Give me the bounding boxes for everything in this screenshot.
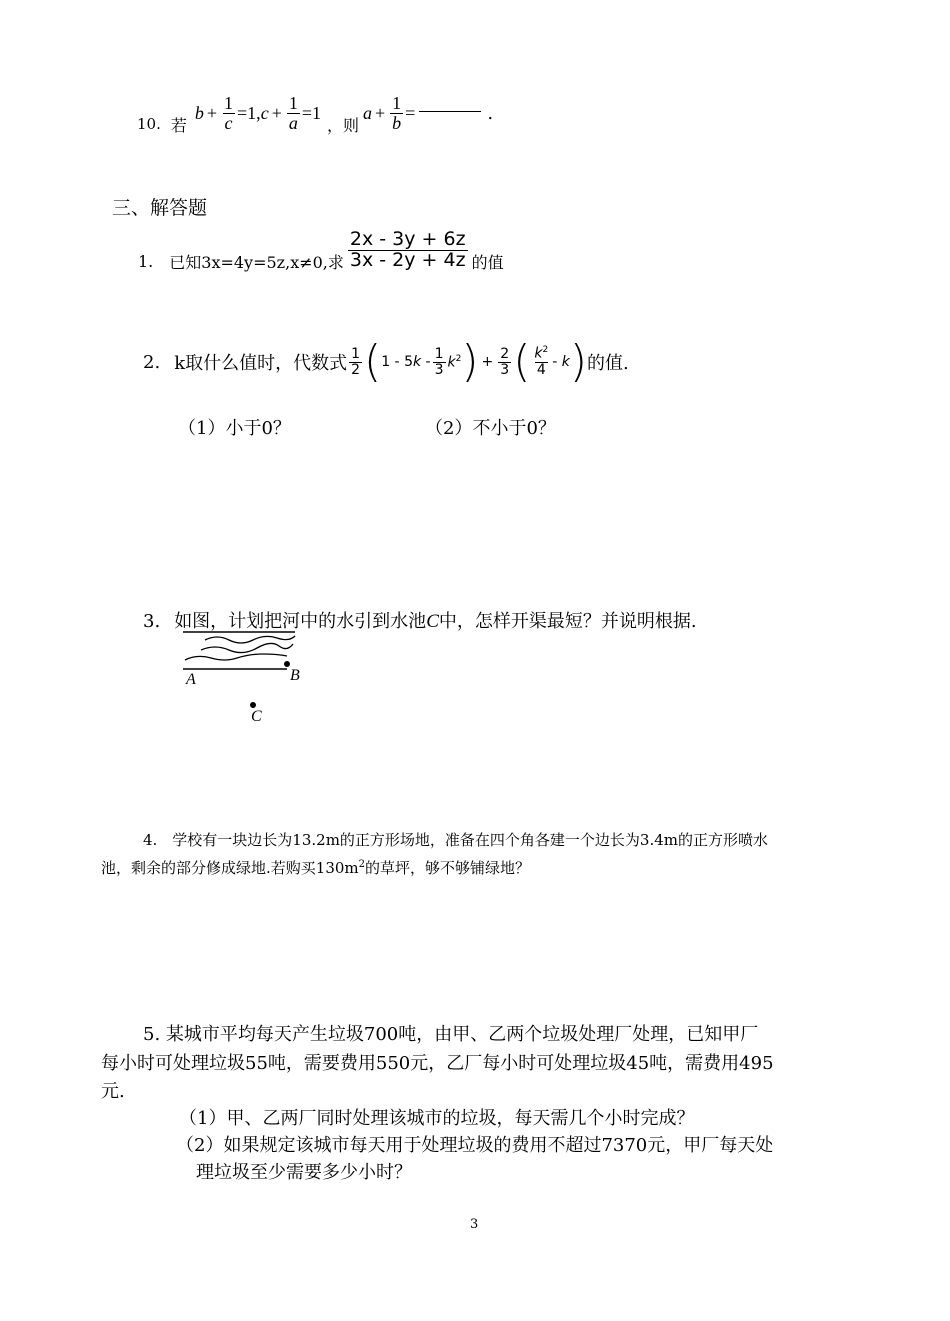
plus-sign: + <box>271 102 282 123</box>
fraction-numerator: 1 <box>392 92 402 113</box>
answer-blank <box>419 111 481 112</box>
expr-term: 1 - 5k - <box>381 354 431 370</box>
problem-5-line-1: 5. 某城市平均每天产生垃圾700吨，由甲、乙两个垃圾处理厂处理，已知甲厂 <box>143 1024 759 1045</box>
sub-question-2-line-1: （2）如果规定该城市每天用于处理垃圾的费用不超过7370元，甲厂每天处 <box>176 1135 774 1156</box>
page-number: 3 <box>470 1217 479 1232</box>
wave-line <box>201 643 293 652</box>
equation-rest: =1 <box>301 102 321 123</box>
expr-term: - k <box>552 354 570 370</box>
plus-sign: + <box>481 354 494 370</box>
var-c: c <box>260 102 269 123</box>
problem-tail: 的值. <box>587 353 629 374</box>
sub-question-1: （1）甲、乙两厂同时处理该城市的垃圾，每天需几个小时完成？ <box>179 1108 695 1129</box>
label-c: C <box>251 708 262 725</box>
problem-number: 3. <box>143 611 161 632</box>
right-paren: ) <box>569 336 588 387</box>
sub-question-2: （2）不小于0？ <box>425 418 556 439</box>
question-number: 10. <box>137 115 161 133</box>
problem-2 <box>143 330 629 394</box>
fraction-1-over-a <box>287 94 300 133</box>
left-paren: ( <box>513 336 531 387</box>
fraction-third: $\frac{1}{3}$ <box>434 345 444 378</box>
wave-line <box>185 654 287 660</box>
fraction-numerator: 1 <box>288 92 298 113</box>
equation-rest: = <box>405 102 416 123</box>
problem-text: 的草坪，够不够铺绿地？ <box>365 859 531 877</box>
problem-5-line-2: 每小时可处理垃圾55吨，需要费用550元，乙厂每小时可处理垃圾45吨，需费用495 <box>101 1053 774 1074</box>
problem-text: k取什么值时，代数式 <box>174 353 348 374</box>
plus-sign: + <box>206 102 218 123</box>
section-title: 三、解答题 <box>112 197 208 219</box>
problem-tail: 的值 <box>471 252 504 272</box>
fraction-denominator: a <box>288 112 298 133</box>
fraction-k2-over-4: $\frac{k^2}{4}$ <box>534 345 549 378</box>
question-lead: 若 <box>170 115 187 135</box>
algebraic-expression <box>347 336 588 387</box>
question-comma: ，则 <box>327 115 360 135</box>
problem-text: 如图，计划把河中的水引到水池 <box>174 611 427 632</box>
fraction-1-over-b <box>390 94 403 133</box>
ratio-fraction <box>348 227 468 271</box>
superscript: 2 <box>358 859 365 870</box>
var-c: C <box>426 611 439 632</box>
fraction-numerator: 2x - 3y + 6z <box>349 227 466 250</box>
question-end: . <box>487 102 494 124</box>
fraction-1-over-c <box>222 94 235 133</box>
problem-number: 1. <box>138 251 154 271</box>
fraction-denominator: 3x - 2y + 4z <box>349 248 466 271</box>
label-b: B <box>290 667 300 684</box>
problem-text: 池，剩余的部分修成绿地.若购买130m <box>101 859 359 877</box>
fraction-denominator: c <box>224 112 233 133</box>
question-10 <box>137 88 493 138</box>
problem-text: 中，怎样开渠最短？并说明根据. <box>438 611 697 632</box>
river-diagram <box>175 628 325 728</box>
var-a: a <box>363 102 373 123</box>
problem-5-line-3: 元. <box>101 1081 125 1102</box>
wave-line <box>205 636 295 643</box>
plus-sign: + <box>375 102 386 123</box>
sub-question-2-line-2: 理垃圾至少需要多少小时？ <box>196 1162 412 1183</box>
right-paren: ) <box>461 336 479 387</box>
left-paren: ( <box>364 336 382 387</box>
problem-number: 2. <box>143 351 161 373</box>
problem-1 <box>138 220 504 280</box>
equation-rest: =1, <box>237 102 261 123</box>
fraction-half: $\frac{1}{2}$ <box>351 345 361 378</box>
var-b: b <box>194 102 204 123</box>
sub-question-1: （1）小于0？ <box>178 418 291 439</box>
fraction-two-thirds: $\frac{2}{3}$ <box>500 345 510 378</box>
problem-text: 已知3x=4y=5z,x≠0,求 <box>169 252 344 272</box>
expr-term: $k^2$ <box>447 353 462 371</box>
fraction-denominator: b <box>392 112 402 133</box>
fraction-numerator: 1 <box>224 92 234 113</box>
problem-4-line-2 <box>101 857 530 878</box>
problem-4-line-1: 4. 学校有一块边长为13.2m的正方形场地，准备在四个角各建一个边长为3.4m的正方形喷水 <box>143 831 769 849</box>
label-a: A <box>186 671 196 688</box>
